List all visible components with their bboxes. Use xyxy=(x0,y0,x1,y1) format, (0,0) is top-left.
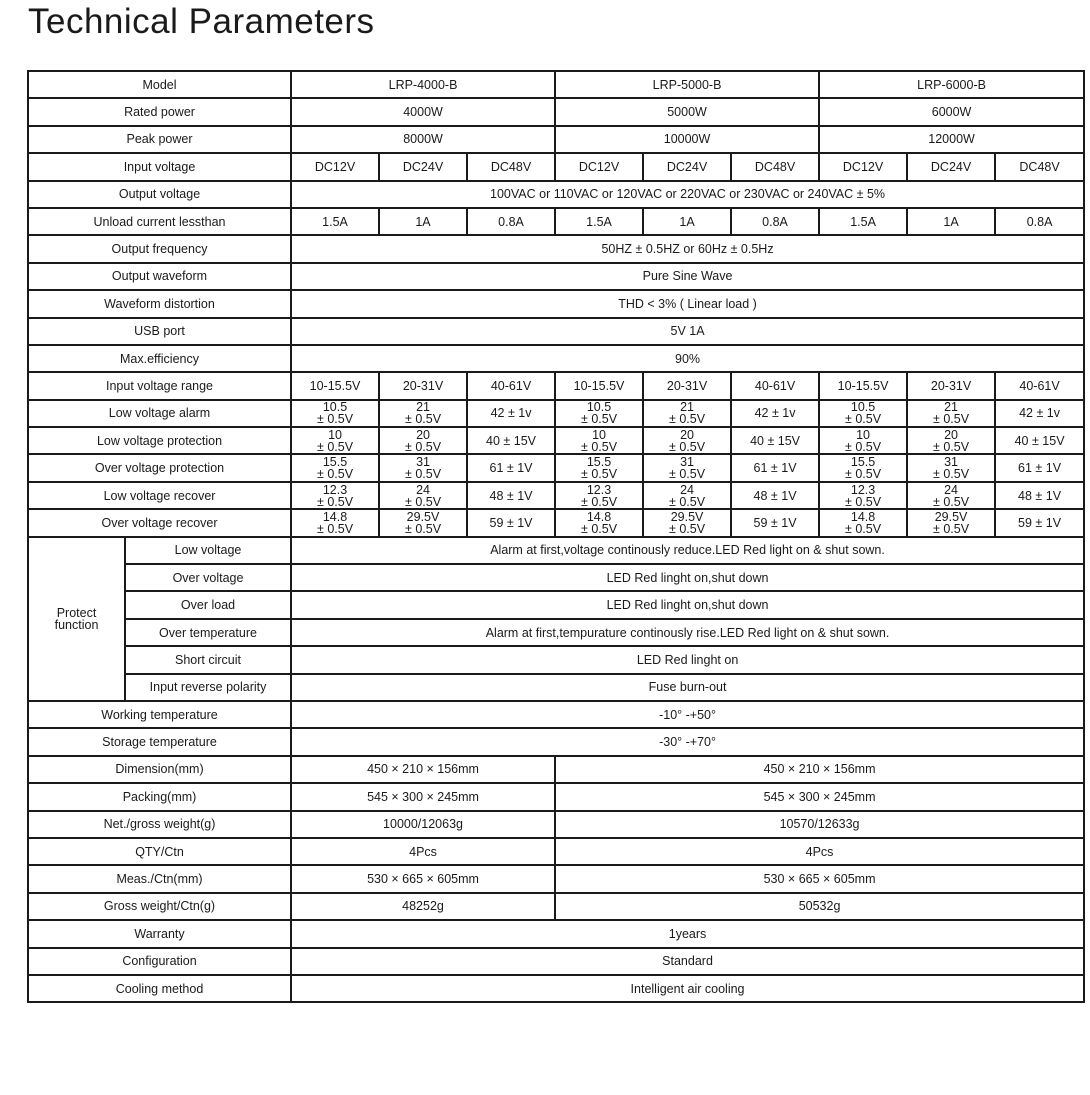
value-tolerance: ± 0.5V xyxy=(581,412,618,427)
value-cell xyxy=(819,482,907,509)
value-cell xyxy=(291,509,379,536)
value-cell: 10-15.5V xyxy=(555,372,643,399)
value-cell: DC24V xyxy=(379,153,467,180)
value-tolerance: ± 0.5V xyxy=(933,439,970,454)
value-cell xyxy=(555,509,643,536)
row-label: Over load xyxy=(125,591,291,618)
value-cell xyxy=(819,509,907,536)
row-label: Output voltage xyxy=(28,181,291,208)
value-cell: DC12V xyxy=(819,153,907,180)
value-tolerance: ± 0.5V xyxy=(669,439,706,454)
value-line: 21 xyxy=(680,400,694,415)
value-cell: 1.5A xyxy=(819,208,907,235)
value-line: 29.5V xyxy=(406,509,440,524)
row-label: Max.efficiency xyxy=(28,345,291,372)
row-label: Low voltage alarm xyxy=(28,400,291,427)
row-label: Rated power xyxy=(28,98,291,125)
value-cell: 48 ± 1V xyxy=(731,482,819,509)
value-cell xyxy=(379,427,467,454)
value-cell xyxy=(819,427,907,454)
value-cell: 4Pcs xyxy=(291,838,555,865)
value-tolerance: ± 0.5V xyxy=(404,439,442,454)
row-protect-low-voltage xyxy=(28,537,1084,564)
row-label: Waveform distortion xyxy=(28,290,291,317)
value-cell: 40-61V xyxy=(995,372,1084,399)
row-label: Model xyxy=(28,71,291,98)
value-cell: 530 × 665 × 605mm xyxy=(555,865,1084,892)
value-cell xyxy=(291,400,379,427)
value-cell xyxy=(291,482,379,509)
row-low-voltage-recover xyxy=(28,482,1084,509)
model-name: LRP-4000-B xyxy=(291,71,555,98)
row-label: USB port xyxy=(28,318,291,345)
row-label: QTY/Ctn xyxy=(28,838,291,865)
value-line: 10.5 xyxy=(850,400,876,415)
row-usb-port xyxy=(28,318,1084,345)
value-cell: LED Red linght on,shut down xyxy=(291,564,1084,591)
value-cell: 8000W xyxy=(291,126,555,153)
row-label: Configuration xyxy=(28,948,291,975)
protect-function-line: function xyxy=(54,617,99,632)
value-cell: 10-15.5V xyxy=(819,372,907,399)
row-protect-short-circuit xyxy=(28,646,1084,673)
value-line: 10.5 xyxy=(586,400,612,415)
value-cell xyxy=(643,454,731,481)
value-tolerance: ± 0.5V xyxy=(581,467,618,482)
row-label: Low voltage recover xyxy=(28,482,291,509)
value-cell: DC24V xyxy=(907,153,995,180)
row-output-waveform xyxy=(28,263,1084,290)
row-input-voltage-range xyxy=(28,372,1084,399)
value-cell xyxy=(643,400,731,427)
value-cell: 61 ± 1V xyxy=(995,454,1084,481)
value-cell xyxy=(291,454,379,481)
value-cell xyxy=(643,427,731,454)
value-cell: 545 × 300 × 245mm xyxy=(555,783,1084,810)
row-label: Short circuit xyxy=(125,646,291,673)
row-qty-ctn xyxy=(28,838,1084,865)
value-cell: 6000W xyxy=(819,98,1084,125)
value-cell: 1.5A xyxy=(291,208,379,235)
value-cell: 4000W xyxy=(291,98,555,125)
row-low-voltage-protection xyxy=(28,427,1084,454)
value-line: 21 xyxy=(416,400,430,415)
value-cell: 100VAC or 110VAC or 120VAC or 220VAC or 230VAC or 240VAC ± 5% xyxy=(291,181,1084,208)
value-tolerance: ± 0.5V xyxy=(845,494,882,509)
value-cell: 1A xyxy=(643,208,731,235)
value-cell: LED Red linght on,shut down xyxy=(291,591,1084,618)
protect-function-line: Protect xyxy=(56,605,97,620)
value-cell: 450 × 210 × 156mm xyxy=(555,756,1084,783)
row-waveform-distortion xyxy=(28,290,1084,317)
model-name: LRP-5000-B xyxy=(555,71,819,98)
value-tolerance: ± 0.5V xyxy=(933,494,970,509)
value-cell: THD < 3% ( Linear load ) xyxy=(291,290,1084,317)
value-line: 10 xyxy=(328,427,342,442)
value-line: 12.3 xyxy=(850,482,876,497)
value-cell: 5V 1A xyxy=(291,318,1084,345)
value-tolerance: ± 0.5V xyxy=(581,494,618,509)
value-cell xyxy=(907,427,995,454)
row-label: Output frequency xyxy=(28,235,291,262)
value-cell xyxy=(819,400,907,427)
value-cell: Fuse burn-out xyxy=(291,674,1084,701)
value-cell: 59 ± 1V xyxy=(467,509,555,536)
row-label: Unload current lessthan xyxy=(28,208,291,235)
row-label: Meas./Ctn(mm) xyxy=(28,865,291,892)
row-working-temperature xyxy=(28,701,1084,728)
value-cell: 20-31V xyxy=(379,372,467,399)
value-cell xyxy=(643,482,731,509)
value-tolerance: ± 0.5V xyxy=(669,494,706,509)
row-label: Over voltage protection xyxy=(28,454,291,481)
value-line: 12.3 xyxy=(586,482,612,497)
value-line: 24 xyxy=(416,482,430,497)
value-tolerance: ± 0.5V xyxy=(845,521,882,536)
value-cell: 12000W xyxy=(819,126,1084,153)
row-output-voltage xyxy=(28,181,1084,208)
value-cell: 59 ± 1V xyxy=(731,509,819,536)
value-cell xyxy=(907,454,995,481)
value-cell: 5000W xyxy=(555,98,819,125)
value-line: 20 xyxy=(944,427,958,442)
value-cell: 0.8A xyxy=(995,208,1084,235)
value-tolerance: ± 0.5V xyxy=(669,412,706,427)
row-label: Dimension(mm) xyxy=(28,756,291,783)
value-cell: 50532g xyxy=(555,893,1084,920)
value-cell: 10-15.5V xyxy=(291,372,379,399)
value-cell xyxy=(379,509,467,536)
row-label: Net./gross weight(g) xyxy=(28,811,291,838)
value-cell xyxy=(907,509,995,536)
value-line: 31 xyxy=(680,455,694,470)
row-label: Gross weight/Ctn(g) xyxy=(28,893,291,920)
value-cell: 530 × 665 × 605mm xyxy=(291,865,555,892)
value-cell: 0.8A xyxy=(731,208,819,235)
protect-function-label xyxy=(28,537,125,701)
value-cell xyxy=(555,482,643,509)
value-tolerance: ± 0.5V xyxy=(933,467,970,482)
value-line: 14.8 xyxy=(322,509,348,524)
value-tolerance: ± 0.5V xyxy=(316,467,354,482)
row-unload-current xyxy=(28,208,1084,235)
value-tolerance: ± 0.5V xyxy=(933,521,970,536)
value-tolerance: ± 0.5V xyxy=(404,494,442,509)
row-storage-temperature xyxy=(28,728,1084,755)
value-cell xyxy=(555,454,643,481)
row-label: Packing(mm) xyxy=(28,783,291,810)
row-over-voltage-recover xyxy=(28,509,1084,536)
value-cell: 10000W xyxy=(555,126,819,153)
value-cell: 48 ± 1V xyxy=(995,482,1084,509)
row-label: Over voltage xyxy=(125,564,291,591)
value-cell: DC48V xyxy=(995,153,1084,180)
row-peak-power xyxy=(28,126,1084,153)
value-cell: 48 ± 1V xyxy=(467,482,555,509)
value-cell: -10° -+50° xyxy=(291,701,1084,728)
row-low-voltage-alarm xyxy=(28,400,1084,427)
value-line: 15.5 xyxy=(586,455,612,470)
value-cell: 545 × 300 × 245mm xyxy=(291,783,555,810)
value-cell: 48252g xyxy=(291,893,555,920)
value-cell xyxy=(291,427,379,454)
value-line: 20 xyxy=(680,427,694,442)
row-label: Cooling method xyxy=(28,975,291,1002)
row-protect-over-voltage xyxy=(28,564,1084,591)
row-label: Low voltage protection xyxy=(28,427,291,454)
value-cell: 1.5A xyxy=(555,208,643,235)
value-cell: 40-61V xyxy=(731,372,819,399)
row-meas-ctn xyxy=(28,865,1084,892)
value-cell: DC12V xyxy=(291,153,379,180)
value-cell: DC24V xyxy=(643,153,731,180)
value-tolerance: ± 0.5V xyxy=(581,521,618,536)
row-protect-input-reverse-polarity xyxy=(28,674,1084,701)
value-line: 14.8 xyxy=(850,509,876,524)
value-tolerance: ± 0.5V xyxy=(316,412,354,427)
row-model xyxy=(28,71,1084,98)
row-protect-over-load xyxy=(28,591,1084,618)
spec-table xyxy=(27,70,1085,1003)
value-cell: Standard xyxy=(291,948,1084,975)
value-line: 31 xyxy=(416,455,430,470)
value-cell: 1A xyxy=(379,208,467,235)
value-tolerance: ± 0.5V xyxy=(316,494,354,509)
value-cell: 20-31V xyxy=(643,372,731,399)
row-label: Input voltage range xyxy=(28,372,291,399)
value-tolerance: ± 0.5V xyxy=(933,412,970,427)
value-cell: 50HZ ± 0.5HZ or 60Hz ± 0.5Hz xyxy=(291,235,1084,262)
value-cell: 1A xyxy=(907,208,995,235)
value-cell: Pure Sine Wave xyxy=(291,263,1084,290)
value-line: 15.5 xyxy=(850,455,876,470)
value-line: 24 xyxy=(944,482,958,497)
value-cell: 0.8A xyxy=(467,208,555,235)
value-cell xyxy=(907,400,995,427)
value-cell: 4Pcs xyxy=(555,838,1084,865)
value-line: 24 xyxy=(680,482,694,497)
value-cell: 20-31V xyxy=(907,372,995,399)
value-cell: Alarm at first,tempurature continously rise.LED Red light on & shut sown. xyxy=(291,619,1084,646)
row-label: Over voltage recover xyxy=(28,509,291,536)
row-rated-power xyxy=(28,98,1084,125)
row-output-frequency xyxy=(28,235,1084,262)
value-cell: 90% xyxy=(291,345,1084,372)
value-cell: 42 ± 1v xyxy=(995,400,1084,427)
value-cell: 61 ± 1V xyxy=(467,454,555,481)
value-line: 15.5 xyxy=(322,455,348,470)
value-line: 29.5V xyxy=(934,509,968,524)
value-line: 10 xyxy=(856,427,870,442)
row-label: Working temperature xyxy=(28,701,291,728)
row-label: Peak power xyxy=(28,126,291,153)
value-tolerance: ± 0.5V xyxy=(669,521,706,536)
row-label: Input reverse polarity xyxy=(125,674,291,701)
row-input-voltage xyxy=(28,153,1084,180)
row-label: Storage temperature xyxy=(28,728,291,755)
row-packing xyxy=(28,783,1084,810)
row-protect-over-temperature xyxy=(28,619,1084,646)
value-line: 14.8 xyxy=(586,509,612,524)
value-cell: DC48V xyxy=(731,153,819,180)
row-configuration xyxy=(28,948,1084,975)
value-tolerance: ± 0.5V xyxy=(581,439,618,454)
value-cell xyxy=(555,427,643,454)
row-cooling-method xyxy=(28,975,1084,1002)
value-line: 10 xyxy=(592,427,606,442)
value-cell: 40-61V xyxy=(467,372,555,399)
row-warranty xyxy=(28,920,1084,947)
row-label: Input voltage xyxy=(28,153,291,180)
value-cell: 40 ± 15V xyxy=(731,427,819,454)
value-cell: DC12V xyxy=(555,153,643,180)
row-label: Output waveform xyxy=(28,263,291,290)
value-cell xyxy=(643,509,731,536)
value-cell xyxy=(379,400,467,427)
row-max-efficiency xyxy=(28,345,1084,372)
value-cell: 10570/12633g xyxy=(555,811,1084,838)
value-cell xyxy=(819,454,907,481)
row-over-voltage-protection xyxy=(28,454,1084,481)
value-cell: LED Red linght on xyxy=(291,646,1084,673)
value-line: 12.3 xyxy=(322,482,348,497)
value-cell: Alarm at first,voltage continously reduce.LED Red light on & shut sown. xyxy=(291,537,1084,564)
value-tolerance: ± 0.5V xyxy=(316,521,354,536)
value-tolerance: ± 0.5V xyxy=(845,439,882,454)
value-tolerance: ± 0.5V xyxy=(845,467,882,482)
value-line: 31 xyxy=(944,455,958,470)
page-title: Technical Parameters xyxy=(28,2,375,41)
value-cell: 40 ± 15V xyxy=(995,427,1084,454)
value-tolerance: ± 0.5V xyxy=(845,412,882,427)
value-cell: 1years xyxy=(291,920,1084,947)
row-gross-weight-ctn xyxy=(28,893,1084,920)
value-cell: -30° -+70° xyxy=(291,728,1084,755)
row-label: Warranty xyxy=(28,920,291,947)
value-cell: Intelligent air cooling xyxy=(291,975,1084,1002)
value-tolerance: ± 0.5V xyxy=(669,467,706,482)
value-line: 20 xyxy=(416,427,430,442)
row-dimension xyxy=(28,756,1084,783)
value-tolerance: ± 0.5V xyxy=(404,467,442,482)
value-cell: DC48V xyxy=(467,153,555,180)
value-cell: 42 ± 1v xyxy=(467,400,555,427)
row-label: Low voltage xyxy=(125,537,291,564)
value-tolerance: ± 0.5V xyxy=(316,439,354,454)
value-cell: 10000/12063g xyxy=(291,811,555,838)
row-label: Over temperature xyxy=(125,619,291,646)
value-cell xyxy=(907,482,995,509)
value-line: 21 xyxy=(944,400,958,415)
value-cell xyxy=(379,482,467,509)
value-cell: 450 × 210 × 156mm xyxy=(291,756,555,783)
value-cell xyxy=(555,400,643,427)
row-net-gross-weight xyxy=(28,811,1084,838)
value-cell: 42 ± 1v xyxy=(731,400,819,427)
value-cell: 40 ± 15V xyxy=(467,427,555,454)
value-line: 29.5V xyxy=(670,509,704,524)
value-cell: 61 ± 1V xyxy=(731,454,819,481)
value-cell: 59 ± 1V xyxy=(995,509,1084,536)
value-cell xyxy=(379,454,467,481)
value-tolerance: ± 0.5V xyxy=(404,412,442,427)
value-tolerance: ± 0.5V xyxy=(404,521,442,536)
value-line: 10.5 xyxy=(322,400,348,415)
model-name: LRP-6000-B xyxy=(819,71,1084,98)
